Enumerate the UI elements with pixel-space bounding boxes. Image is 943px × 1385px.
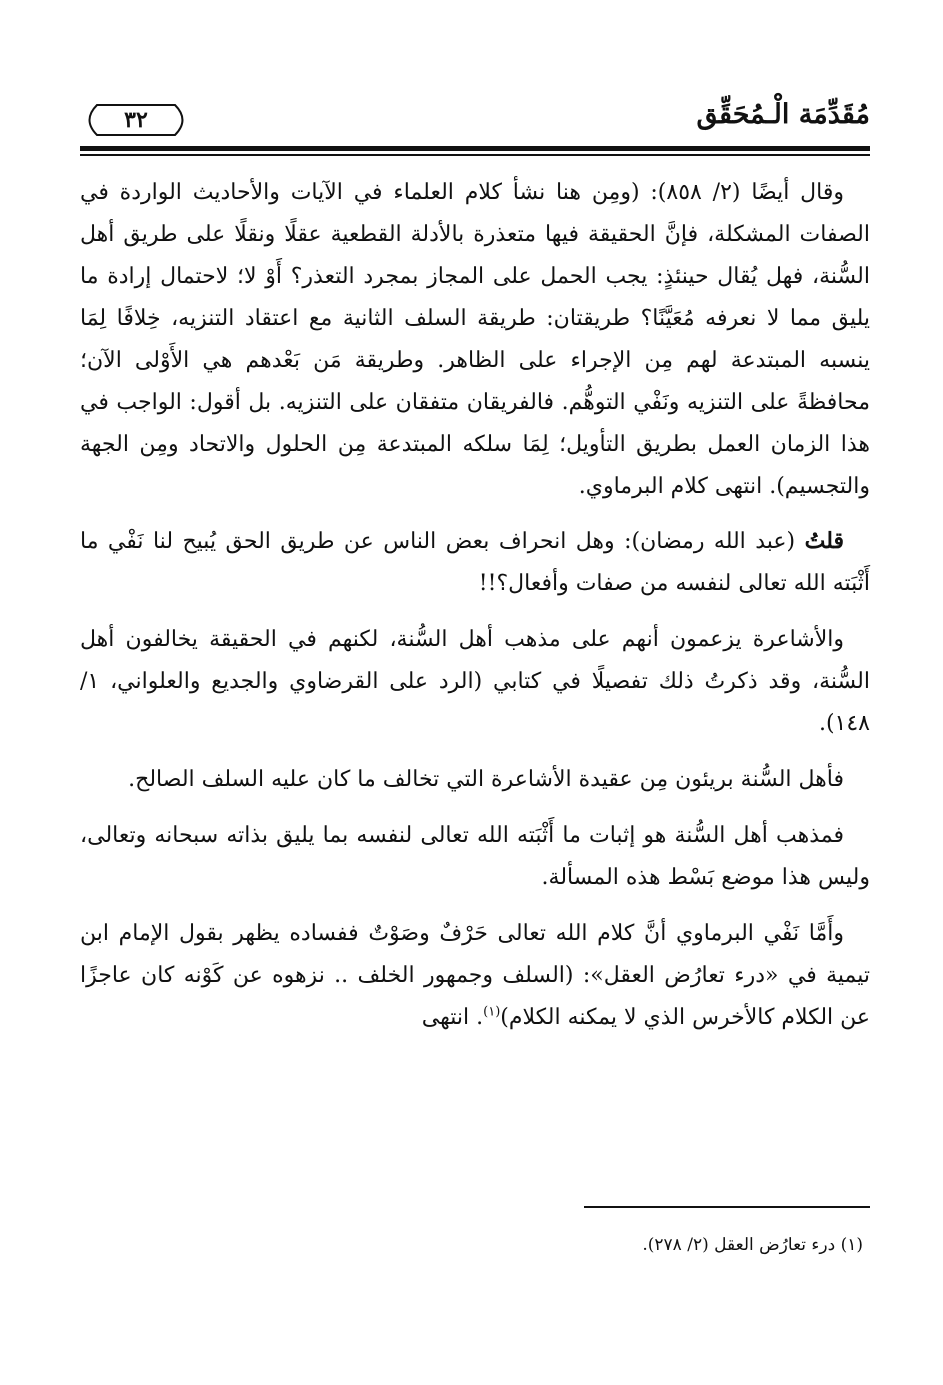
page-header <box>80 95 870 147</box>
ibn-taymiyya-tail: . انتهى <box>421 1005 484 1030</box>
page-number-badge <box>80 103 192 137</box>
qultu-label: قلتُ <box>804 528 844 554</box>
paragraph-barmawi-quote: وقال أيضًا (٢/ ٨٥٨): (ومِن هنا نشأ كلام العلماء في الآيات والأحاديث الواردة في الصفات المشكلة، فإنَّ الحقيقة فيها متعذرة بالأدلة القطعية عقلًا ونقلًا على طريق أهل السُّنة، فهل يُقال حينئذٍ: يجب الحمل على المجاز بمجرد التعذر؟ أَوْ لا؛ لاحتمال إرادة ما يليق مما لا نعرفه مُعَيَّنًا؟ طريقتان: طريقة السلف الثانية مع اعتقاد التنزيه، خِلافًا لِمَا ينسبه المبتدعة لهم مِن الإجراء على الظاهر. وطريقة مَن بَعْدهم هي الأَوْلى الآن؛ محافظةً على التنزيه ونَفْي التوهُّم. فالفريقان متفقان على التنزيه. بل أقول: الواجب في هذا الزمان العمل بطريق التأويل؛ لِمَا سلكه المبتدعة مِن الحلول والاتحاد ومِن الجهة والتجسيم). انتهى كلام البرماوي. <box>80 180 870 499</box>
paragraph-ibn-taymiyya <box>80 913 870 1039</box>
main-text <box>80 172 870 1053</box>
paragraph-ashaira: والأشاعرة يزعمون أنهم على مذهب أهل السُّنة، لكنهم في الحقيقة يخالفون أهل السُّنة، وقد ذكرتُ ذلك تفصيلًا في كتابي (الرد على القرضاوي والجديع والعلواني، ١/ ١٤٨). <box>80 627 870 736</box>
paragraph-ahl-sunna-innocent: فأهل السُّنة بريئون مِن عقيدة الأشاعرة التي تخالف ما كان عليه السلف الصالح. <box>128 767 844 792</box>
footnote-separator <box>584 1206 870 1208</box>
running-title: مُقَدِّمَة الْـمُحَقِّق <box>696 99 870 130</box>
ibn-taymiyya-text: وأَمَّا نَفْي البرماوي أنَّ كلام الله تعالى حَرْفٌ وصَوْتٌ ففساده يظهر بقول الإمام ابن تيمية في «درء تعارُض العقل»: (السلف وجمهور الخلف .. نزهوه عن كَوْنه كان عاجزًا عن الكلام كالأخرس الذي لا يمكنه الكلام) <box>80 921 870 1030</box>
paragraph-author-comment <box>80 520 870 605</box>
footnote-reference[interactable]: (١) <box>483 1004 501 1020</box>
page-number: ٣٢ <box>124 107 148 133</box>
header-rule-thick <box>80 146 870 151</box>
header-rule-thin <box>80 154 870 156</box>
author-comment-text: (عبد الله رمضان): وهل انحراف بعض الناس عن طريق الحق يُبيح لنا نَفْي ما أَثْبَته الله تعالى لنفسه من صفات وأفعال؟!! <box>80 529 870 596</box>
footnote-1: (١) درء تعارُض العقل (٢/ ٢٧٨). <box>642 1235 863 1255</box>
paragraph-ahl-sunna-doctrine: فمذهب أهل السُّنة هو إثبات ما أَثْبَته الله تعالى لنفسه بما يليق بذاته سبحانه وتعالى، وليس هذا موضع بَسْط هذه المسألة. <box>80 823 870 890</box>
